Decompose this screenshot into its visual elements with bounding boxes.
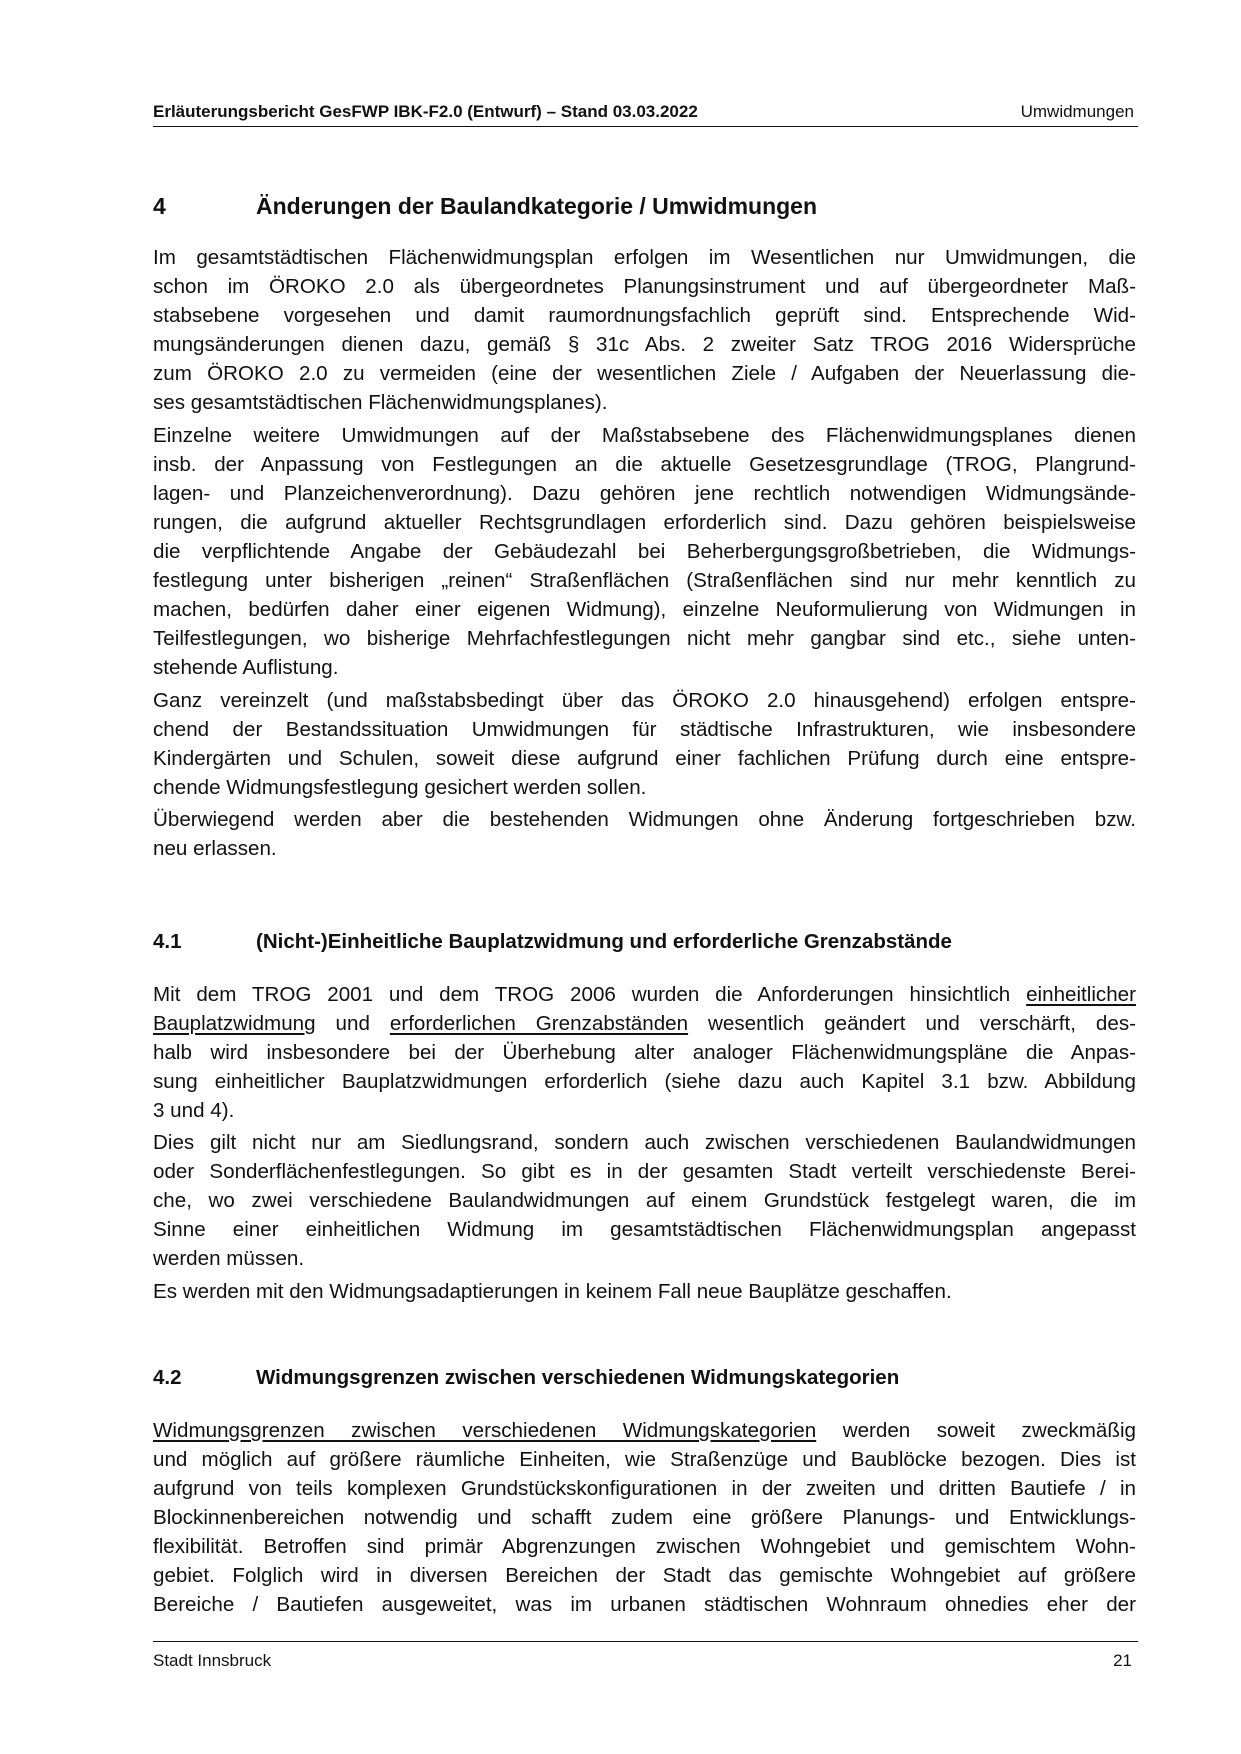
text-line: rungen, die aufgrund aktueller Rechtsgrundlagen erforderlich sind. Dazu gehören beispielsweise <box>153 511 1136 534</box>
text-line: aufgrund von teils komplexen Grundstückskonfigurationen in der zweiten und dritten Bautiefe / in <box>153 1477 1136 1500</box>
header-rule <box>153 126 1138 127</box>
text-line: chend der Bestandssituation Umwidmungen für städtische Infrastrukturen, wie insbesondere <box>153 718 1136 741</box>
text-line: stehende Auflistung. <box>153 656 339 679</box>
running-header <box>153 102 1138 126</box>
text-line: insb. der Anpassung von Festlegungen an die aktuelle Gesetzesgrundlage (TROG, Plangrund- <box>153 453 1136 476</box>
text-line: chende Widmungsfestlegung gesichert werden sollen. <box>153 776 647 799</box>
text-line: machen, bedürfen daher einer eigenen Widmung), einzelne Neuformulierung von Widmungen in <box>153 598 1136 621</box>
text-line: stabsebene vorgesehen und damit raumordnungsfachlich geprüft sind. Entsprechende Wid- <box>153 304 1136 327</box>
text-line: Blockinnenbereichen notwendig und schafft zudem eine größere Planungs- und Entwicklungs- <box>153 1506 1136 1529</box>
text-line: ses gesamtstädtischen Flächenwidmungsplanes). <box>153 391 608 414</box>
text-line: und möglich auf größere räumliche Einheiten, wie Straßenzüge und Baublöcke bezogen. Dies ist <box>153 1448 1136 1471</box>
chapter-paragraph-1 <box>153 243 1136 417</box>
text-line: Kindergärten und Schulen, soweit diese aufgrund einer fachlichen Prüfung durch eine entspre- <box>153 747 1136 770</box>
text-line: 3 und 4). <box>153 1099 235 1122</box>
text-line: flexibilität. Betroffen sind primär Abgrenzungen zwischen Wohngebiet und gemischtem Wohn- <box>153 1535 1136 1558</box>
section-4-2-paragraph-1 <box>153 1416 1136 1619</box>
underlined-term: Bauplatzwidmung <box>153 1012 316 1035</box>
text-line: die verpflichtende Angabe der Gebäudezahl bei Beherbergungsgroßbetrieben, die Widmungs- <box>153 540 1136 563</box>
footer-publisher: Stadt Innsbruck <box>153 1651 272 1670</box>
underlined-term: Widmungsgrenzen zwischen verschiedenen Widmungskategorien <box>153 1419 817 1442</box>
underlined-term: einheitlicher <box>1026 983 1136 1006</box>
text-line: Im gesamtstädtischen Flächenwidmungsplan erfolgen im Wesentlichen nur Umwidmungen, die <box>153 246 1136 269</box>
text-line: che, wo zwei verschiedene Baulandwidmungen auf einem Grundstück festgelegt waren, die im <box>153 1189 1136 1212</box>
text-line: zum ÖROKO 2.0 zu vermeiden (eine der wesentlichen Ziele / Aufgaben der Neuerlassung die- <box>153 362 1136 385</box>
text-line: sung einheitlicher Bauplatzwidmungen erforderlich (siehe dazu auch Kapitel 3.1 bzw. Abbildung <box>153 1070 1136 1093</box>
text-line: Dies gilt nicht nur am Siedlungsrand, sondern auch zwischen verschiedenen Baulandwidmungen <box>153 1131 1136 1154</box>
header-title: Erläuterungsbericht GesFWP IBK-F2.0 (Entwurf) – Stand 03.03.2022 <box>153 102 698 121</box>
text-line: Sinne einer einheitlichen Widmung im gesamtstädtischen Flächenwidmungsplan angepasst <box>153 1218 1136 1241</box>
section-4-1-paragraph-3 <box>153 1277 1136 1306</box>
section-number: 4.1 <box>153 930 182 953</box>
chapter-title: Änderungen der Baulandkategorie / Umwidmungen <box>256 193 818 219</box>
text-line: oder Sonderflächenfestlegungen. So gibt es in der gesamten Stadt verteilt verschiedenste Berei- <box>153 1160 1136 1183</box>
chapter-number: 4 <box>153 193 166 219</box>
section-4-1-paragraph-1 <box>153 980 1136 1125</box>
chapter-paragraph-3 <box>153 686 1136 802</box>
text-line: Widmungsgrenzen zwischen verschiedenen Widmungskategorien werden soweit zweckmäßig <box>153 1419 1136 1442</box>
text-line: mungsänderungen dienen dazu, gemäß § 31c Abs. 2 zweiter Satz TROG 2016 Widersprüche <box>153 333 1136 356</box>
text-line: Es werden mit den Widmungsadaptierungen in keinem Fall neue Bauplätze geschaffen. <box>153 1280 952 1303</box>
text-line: schon im ÖROKO 2.0 als übergeordnetes Planungsinstrument und auf übergeordneter Maß- <box>153 275 1136 298</box>
chapter-paragraph-4 <box>153 805 1136 863</box>
text-line: Bauplatzwidmung und erforderlichen Grenzabständen wesentlich geändert und verschärft, des- <box>153 1012 1136 1035</box>
text-line: Überwiegend werden aber die bestehenden Widmungen ohne Änderung fortgeschrieben bzw. <box>153 808 1136 831</box>
text-line: lagen- und Planzeichenverordnung). Dazu gehören jene rechtlich notwendigen Widmungsände- <box>153 482 1136 505</box>
header-section: Umwidmungen <box>1020 102 1134 121</box>
section-number: 4.2 <box>153 1366 182 1389</box>
text-line: Bereiche / Bautiefen ausgeweitet, was im urbanen städtischen Wohnraum ohnedies eher der <box>153 1593 1136 1616</box>
text-line: gebiet. Folglich wird in diversen Bereichen der Stadt das gemischte Wohngebiet auf größere <box>153 1564 1136 1587</box>
text-line: halb wird insbesondere bei der Überhebung alter analoger Flächenwidmungspläne die Anpas- <box>153 1041 1136 1064</box>
section-title: (Nicht-)Einheitliche Bauplatzwidmung und erforderliche Grenzabstände <box>256 930 952 953</box>
text-line: neu erlassen. <box>153 837 277 860</box>
text-line: Ganz vereinzelt (und maßstabsbedingt über das ÖROKO 2.0 hinausgehend) erfolgen entspre- <box>153 689 1136 712</box>
chapter-paragraph-2 <box>153 421 1136 682</box>
section-title: Widmungsgrenzen zwischen verschiedenen Widmungskategorien <box>256 1366 900 1389</box>
underlined-term: erforderlichen Grenzabständen <box>389 1012 689 1035</box>
page-number: 21 <box>1113 1651 1132 1670</box>
text-line: werden müssen. <box>153 1247 305 1270</box>
text-line: festlegung unter bisherigen „reinen“ Straßenflächen (Straßenflächen sind nur mehr kenntlich zu <box>153 569 1136 592</box>
text-line: Mit dem TROG 2001 und dem TROG 2006 wurden die Anforderungen hinsichtlich einheitlicher <box>153 983 1136 1006</box>
footer-rule <box>153 1641 1138 1642</box>
text-line: Einzelne weitere Umwidmungen auf der Maßstabsebene des Flächenwidmungsplanes dienen <box>153 424 1136 447</box>
text-line: Teilfestlegungen, wo bisherige Mehrfachfestlegungen nicht mehr gangbar sind etc., siehe unten- <box>153 627 1136 650</box>
section-4-1-paragraph-2 <box>153 1128 1136 1273</box>
